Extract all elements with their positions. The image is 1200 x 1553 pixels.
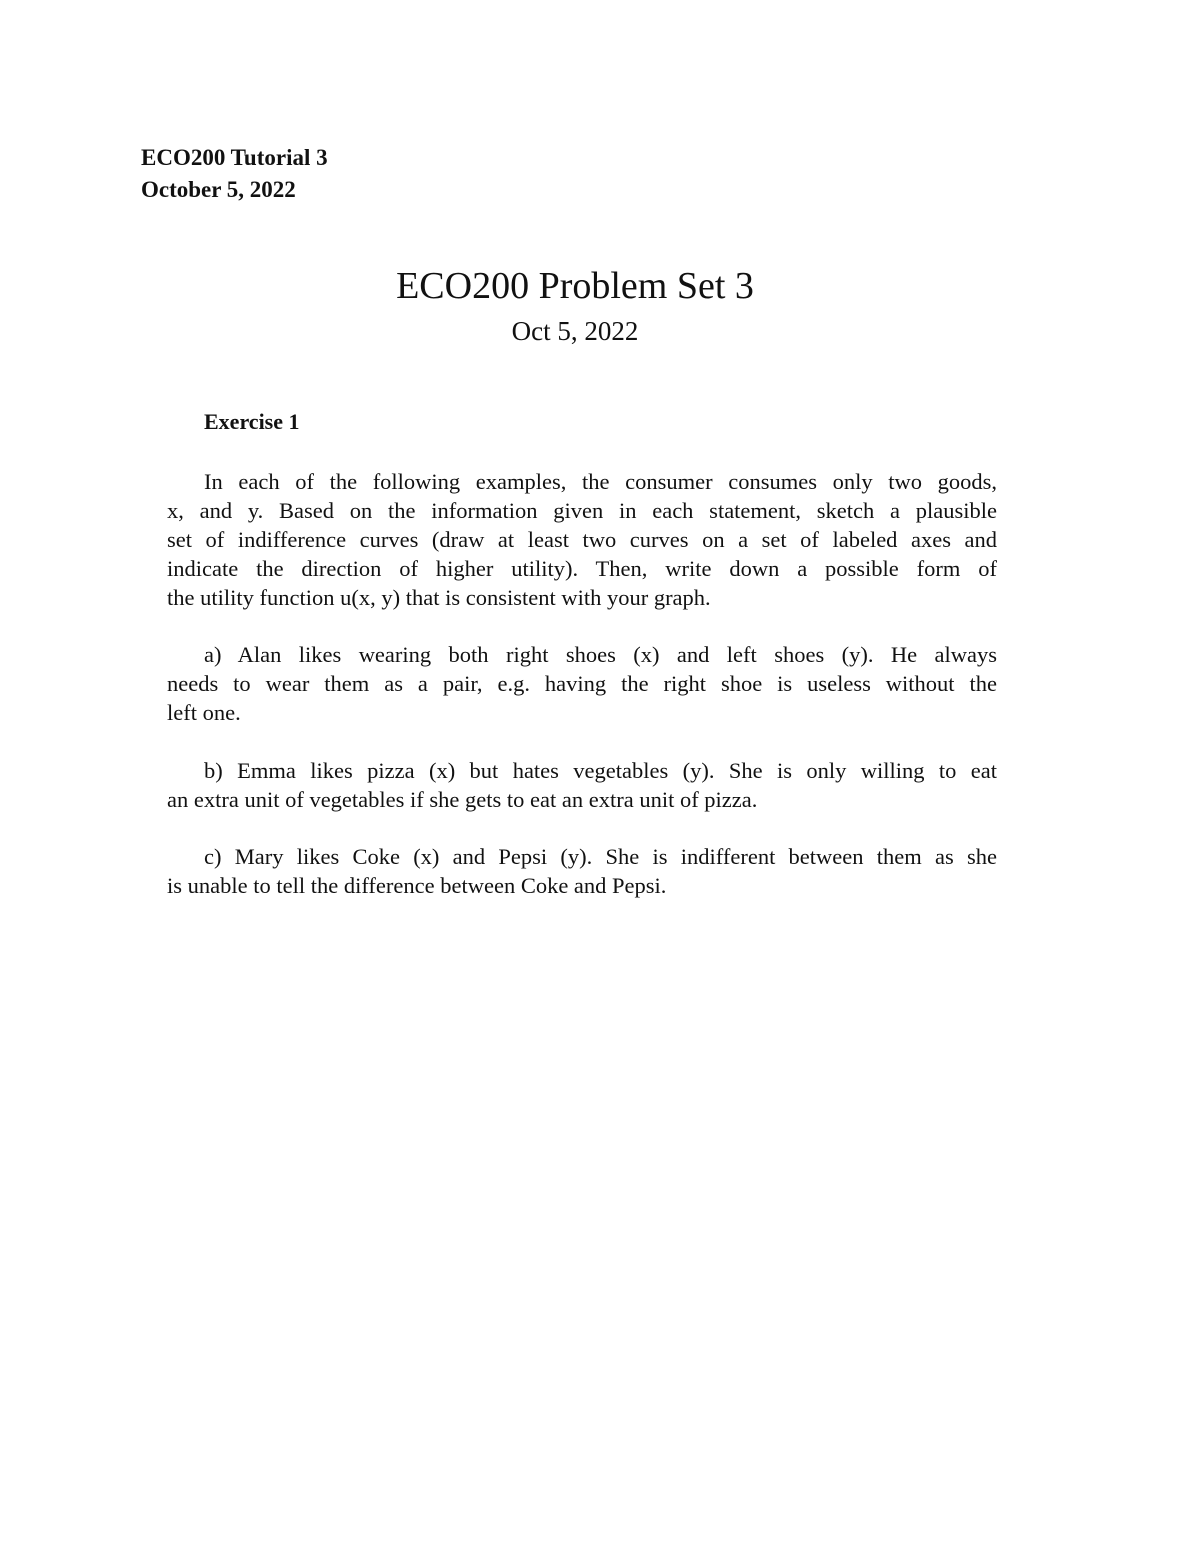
part-a-line: left one. xyxy=(167,700,241,725)
part-c-line: is unable to tell the difference between Coke and Pepsi. xyxy=(167,873,667,898)
page-title: ECO200 Problem Set 3 xyxy=(396,265,754,307)
intro-line: the utility function u(x, y) that is consistent with your graph. xyxy=(167,585,711,610)
intro-line: set of indifference curves (draw at least two curves on a set of labeled axes and xyxy=(167,527,997,552)
part-b-line: b) Emma likes pizza (x) but hates vegetables (y). She is only willing to eat xyxy=(204,758,997,783)
part-a-line: a) Alan likes wearing both right shoes (x) and left shoes (y). He always xyxy=(204,642,997,667)
intro-line: indicate the direction of higher utility). Then, write down a possible form of xyxy=(167,556,997,581)
intro-line: x, and y. Based on the information given in each statement, sketch a plausible xyxy=(167,498,997,523)
title-date: Oct 5, 2022 xyxy=(511,316,639,346)
part-c-line: c) Mary likes Coke (x) and Pepsi (y). She is indifferent between them as she xyxy=(204,844,997,869)
course-header: ECO200 Tutorial 3 xyxy=(141,145,328,170)
part-b-line: an extra unit of vegetables if she gets to eat an extra unit of pizza. xyxy=(167,787,758,812)
intro-line: In each of the following examples, the consumer consumes only two goods, xyxy=(204,469,997,494)
header-date: October 5, 2022 xyxy=(141,177,296,202)
part-a-line: needs to wear them as a pair, e.g. having the right shoe is useless without the xyxy=(167,671,997,696)
exercise-heading: Exercise 1 xyxy=(204,409,300,434)
